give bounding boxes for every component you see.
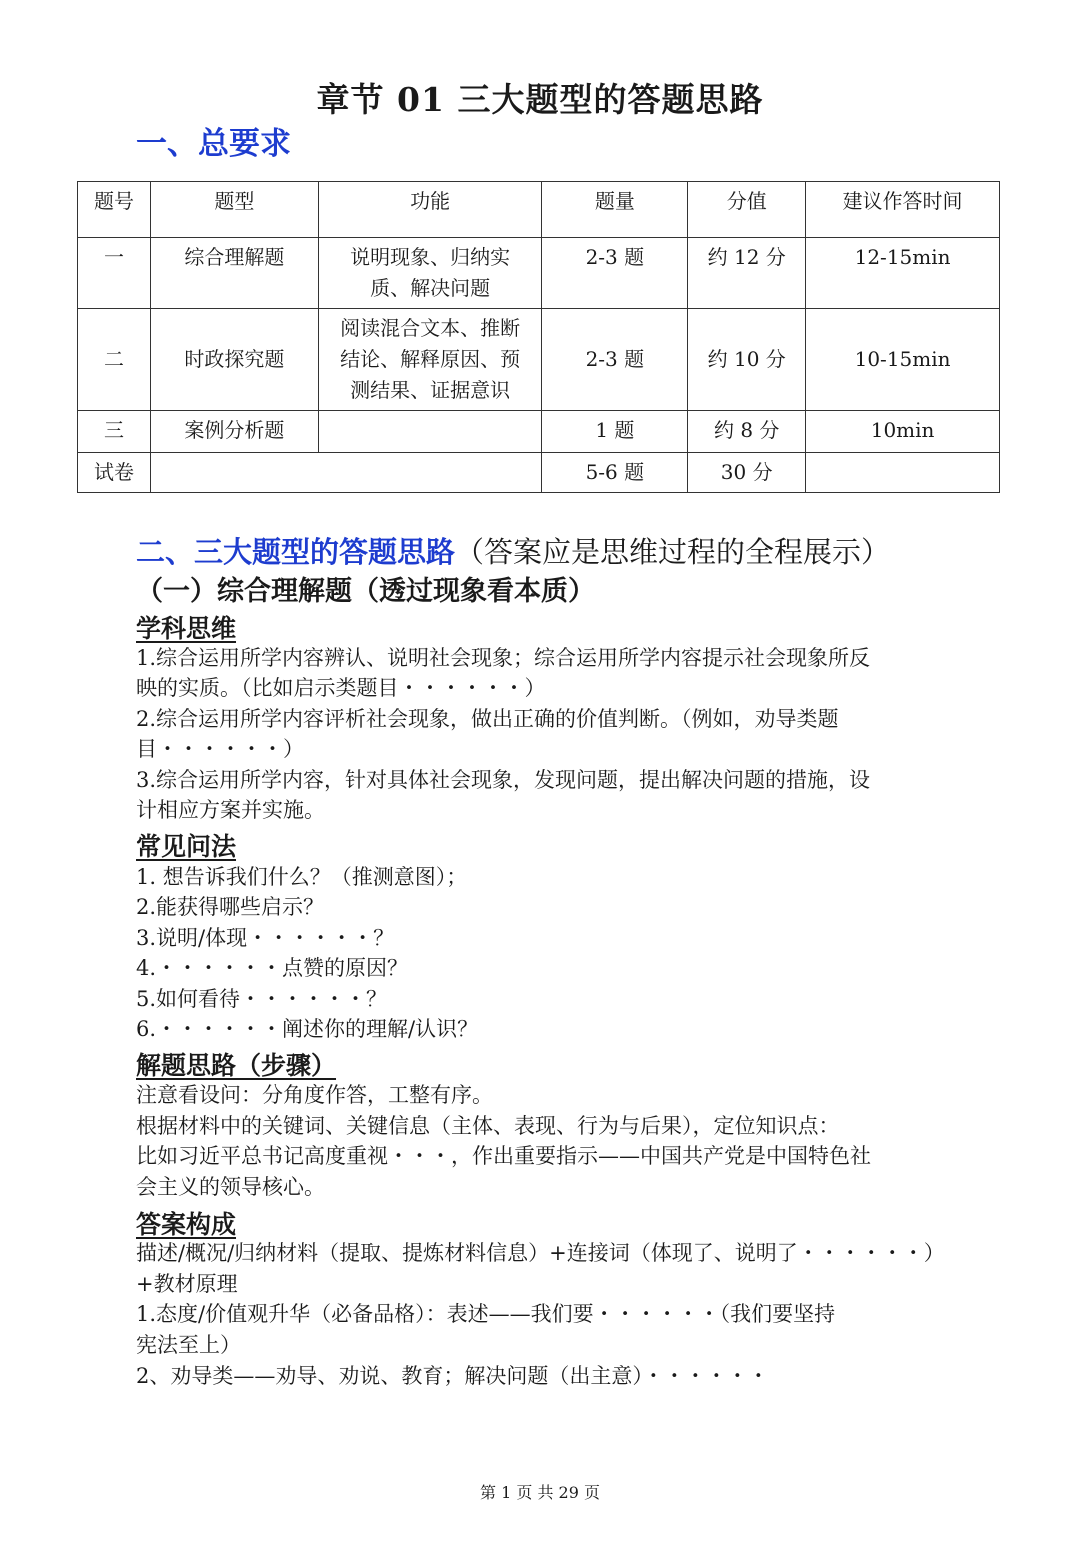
overview-table bbox=[77, 181, 1000, 493]
text-line: 根据材料中的关键词、关键信息（主体、表现、行为与后果），定位知识点： bbox=[136, 1114, 840, 1138]
text-line: 2.能获得哪些启示？ bbox=[136, 895, 325, 919]
heading-solving-steps: 解题思路（步骤） bbox=[136, 1051, 337, 1080]
cell-type: 时政探究题 bbox=[150, 309, 318, 411]
function-line: 说明现象、归纳实 bbox=[350, 245, 511, 269]
header-cell-type: 题型 bbox=[150, 182, 318, 238]
header-cell-number: 题号 bbox=[78, 182, 151, 238]
header-cell-function: 功能 bbox=[318, 182, 542, 238]
section-heading-general-requirements: 一、总要求 bbox=[136, 126, 291, 162]
heading-common-questions: 常见问法 bbox=[136, 832, 237, 861]
cell-number: 二 bbox=[78, 309, 151, 411]
text-line: 映的实质。（比如启示类题目・・・・・・） bbox=[136, 676, 546, 700]
cell-score: 约 8 分 bbox=[688, 411, 806, 453]
text-line: 2、劝导类——劝导、劝说、教育；解决问题（出主意）・・・・・・ bbox=[136, 1364, 769, 1388]
cell-function bbox=[318, 238, 542, 309]
cell-total-amount: 5-6 题 bbox=[542, 453, 688, 493]
cell-time: 10min bbox=[806, 411, 1000, 453]
cell-type: 综合理解题 bbox=[150, 238, 318, 309]
cell-number: 三 bbox=[78, 411, 151, 453]
text-line: 会主义的领导核心。 bbox=[136, 1175, 325, 1199]
cell-number: 一 bbox=[78, 238, 151, 309]
cell-amount: 2-3 题 bbox=[542, 309, 688, 411]
cell-time: 12-15min bbox=[806, 238, 1000, 309]
text-line: 比如习近平总书记高度重视・・・，作出重要指示——中国共产党是中国特色社 bbox=[136, 1144, 871, 1168]
table-total-row bbox=[78, 453, 1000, 493]
header-cell-time: 建议作答时间 bbox=[806, 182, 1000, 238]
function-line: 测结果、证据意识 bbox=[350, 378, 511, 402]
cell-amount: 1 题 bbox=[542, 411, 688, 453]
header-cell-amount: 题量 bbox=[542, 182, 688, 238]
text-line: 注意看设问：分角度作答，工整有序。 bbox=[136, 1083, 493, 1107]
text-line: 5.如何看待・・・・・・？ bbox=[136, 987, 388, 1011]
text-line: 宪法至上） bbox=[136, 1333, 241, 1357]
text-line: 3.说明/体现・・・・・・？ bbox=[136, 926, 395, 950]
cell-type: 案例分析题 bbox=[150, 411, 318, 453]
cell-function bbox=[318, 411, 542, 453]
cell-score: 约 10 分 bbox=[688, 309, 806, 411]
section-heading-text: 二、三大题型的答题思路 bbox=[136, 535, 456, 569]
table-row bbox=[78, 238, 1000, 309]
function-line: 结论、解释原因、预 bbox=[340, 347, 521, 371]
text-line: 1.态度/价值观升华（必备品格）：表述——我们要・・・・・・（我们要坚持 bbox=[136, 1302, 836, 1326]
text-line: 1.综合运用所学内容辨认、说明社会现象；综合运用所学内容提示社会现象所反 bbox=[136, 646, 871, 670]
section-heading-answer-approaches bbox=[136, 530, 890, 571]
table-row bbox=[78, 411, 1000, 453]
header-cell-score: 分值 bbox=[688, 182, 806, 238]
text-line: 描述/概况/归纳材料（提取、提炼材料信息）+连接词（体现了、说明了・・・・・・） bbox=[136, 1241, 945, 1265]
subsection-heading-comprehensive: （一）综合理解题（透过现象看本质） bbox=[136, 576, 595, 607]
cell-score: 约 12 分 bbox=[688, 238, 806, 309]
cell-amount: 2-3 题 bbox=[542, 238, 688, 309]
cell-time: 10-15min bbox=[806, 309, 1000, 411]
text-line: 3.综合运用所学内容，针对具体社会现象，发现问题，提出解决问题的措施，设 bbox=[136, 768, 871, 792]
text-line: +教材原理 bbox=[136, 1272, 238, 1296]
heading-subject-thinking: 学科思维 bbox=[136, 614, 237, 643]
text-line: 目・・・・・・） bbox=[136, 737, 304, 761]
text-line: 计相应方案并实施。 bbox=[136, 798, 325, 822]
text-line: 6.・・・・・・阐述你的理解/认识？ bbox=[136, 1017, 479, 1041]
document-title: 章节 01 三大题型的答题思路 bbox=[316, 80, 764, 119]
cell-total-score: 30 分 bbox=[688, 453, 806, 493]
cell-total-empty bbox=[150, 453, 542, 493]
cell-total-time bbox=[806, 453, 1000, 493]
section-heading-note: （答案应是思维过程的全程展示） bbox=[455, 535, 891, 569]
text-line: 4.・・・・・・点赞的原因？ bbox=[136, 956, 409, 980]
function-line: 质、解决问题 bbox=[370, 276, 491, 300]
page-footer: 第 1 页 共 29 页 bbox=[480, 1483, 600, 1502]
cell-function bbox=[318, 309, 542, 411]
text-line: 2.综合运用所学内容评析社会现象，做出正确的价值判断。（例如，劝导类题 bbox=[136, 707, 839, 731]
text-line: 1. 想告诉我们什么？（推测意图）； bbox=[136, 865, 468, 889]
cell-total-label: 试卷 bbox=[78, 453, 151, 493]
table-header-row bbox=[78, 182, 1000, 238]
function-line: 阅读混合文本、推断 bbox=[340, 316, 521, 340]
table-row bbox=[78, 309, 1000, 411]
heading-answer-structure: 答案构成 bbox=[136, 1210, 237, 1239]
